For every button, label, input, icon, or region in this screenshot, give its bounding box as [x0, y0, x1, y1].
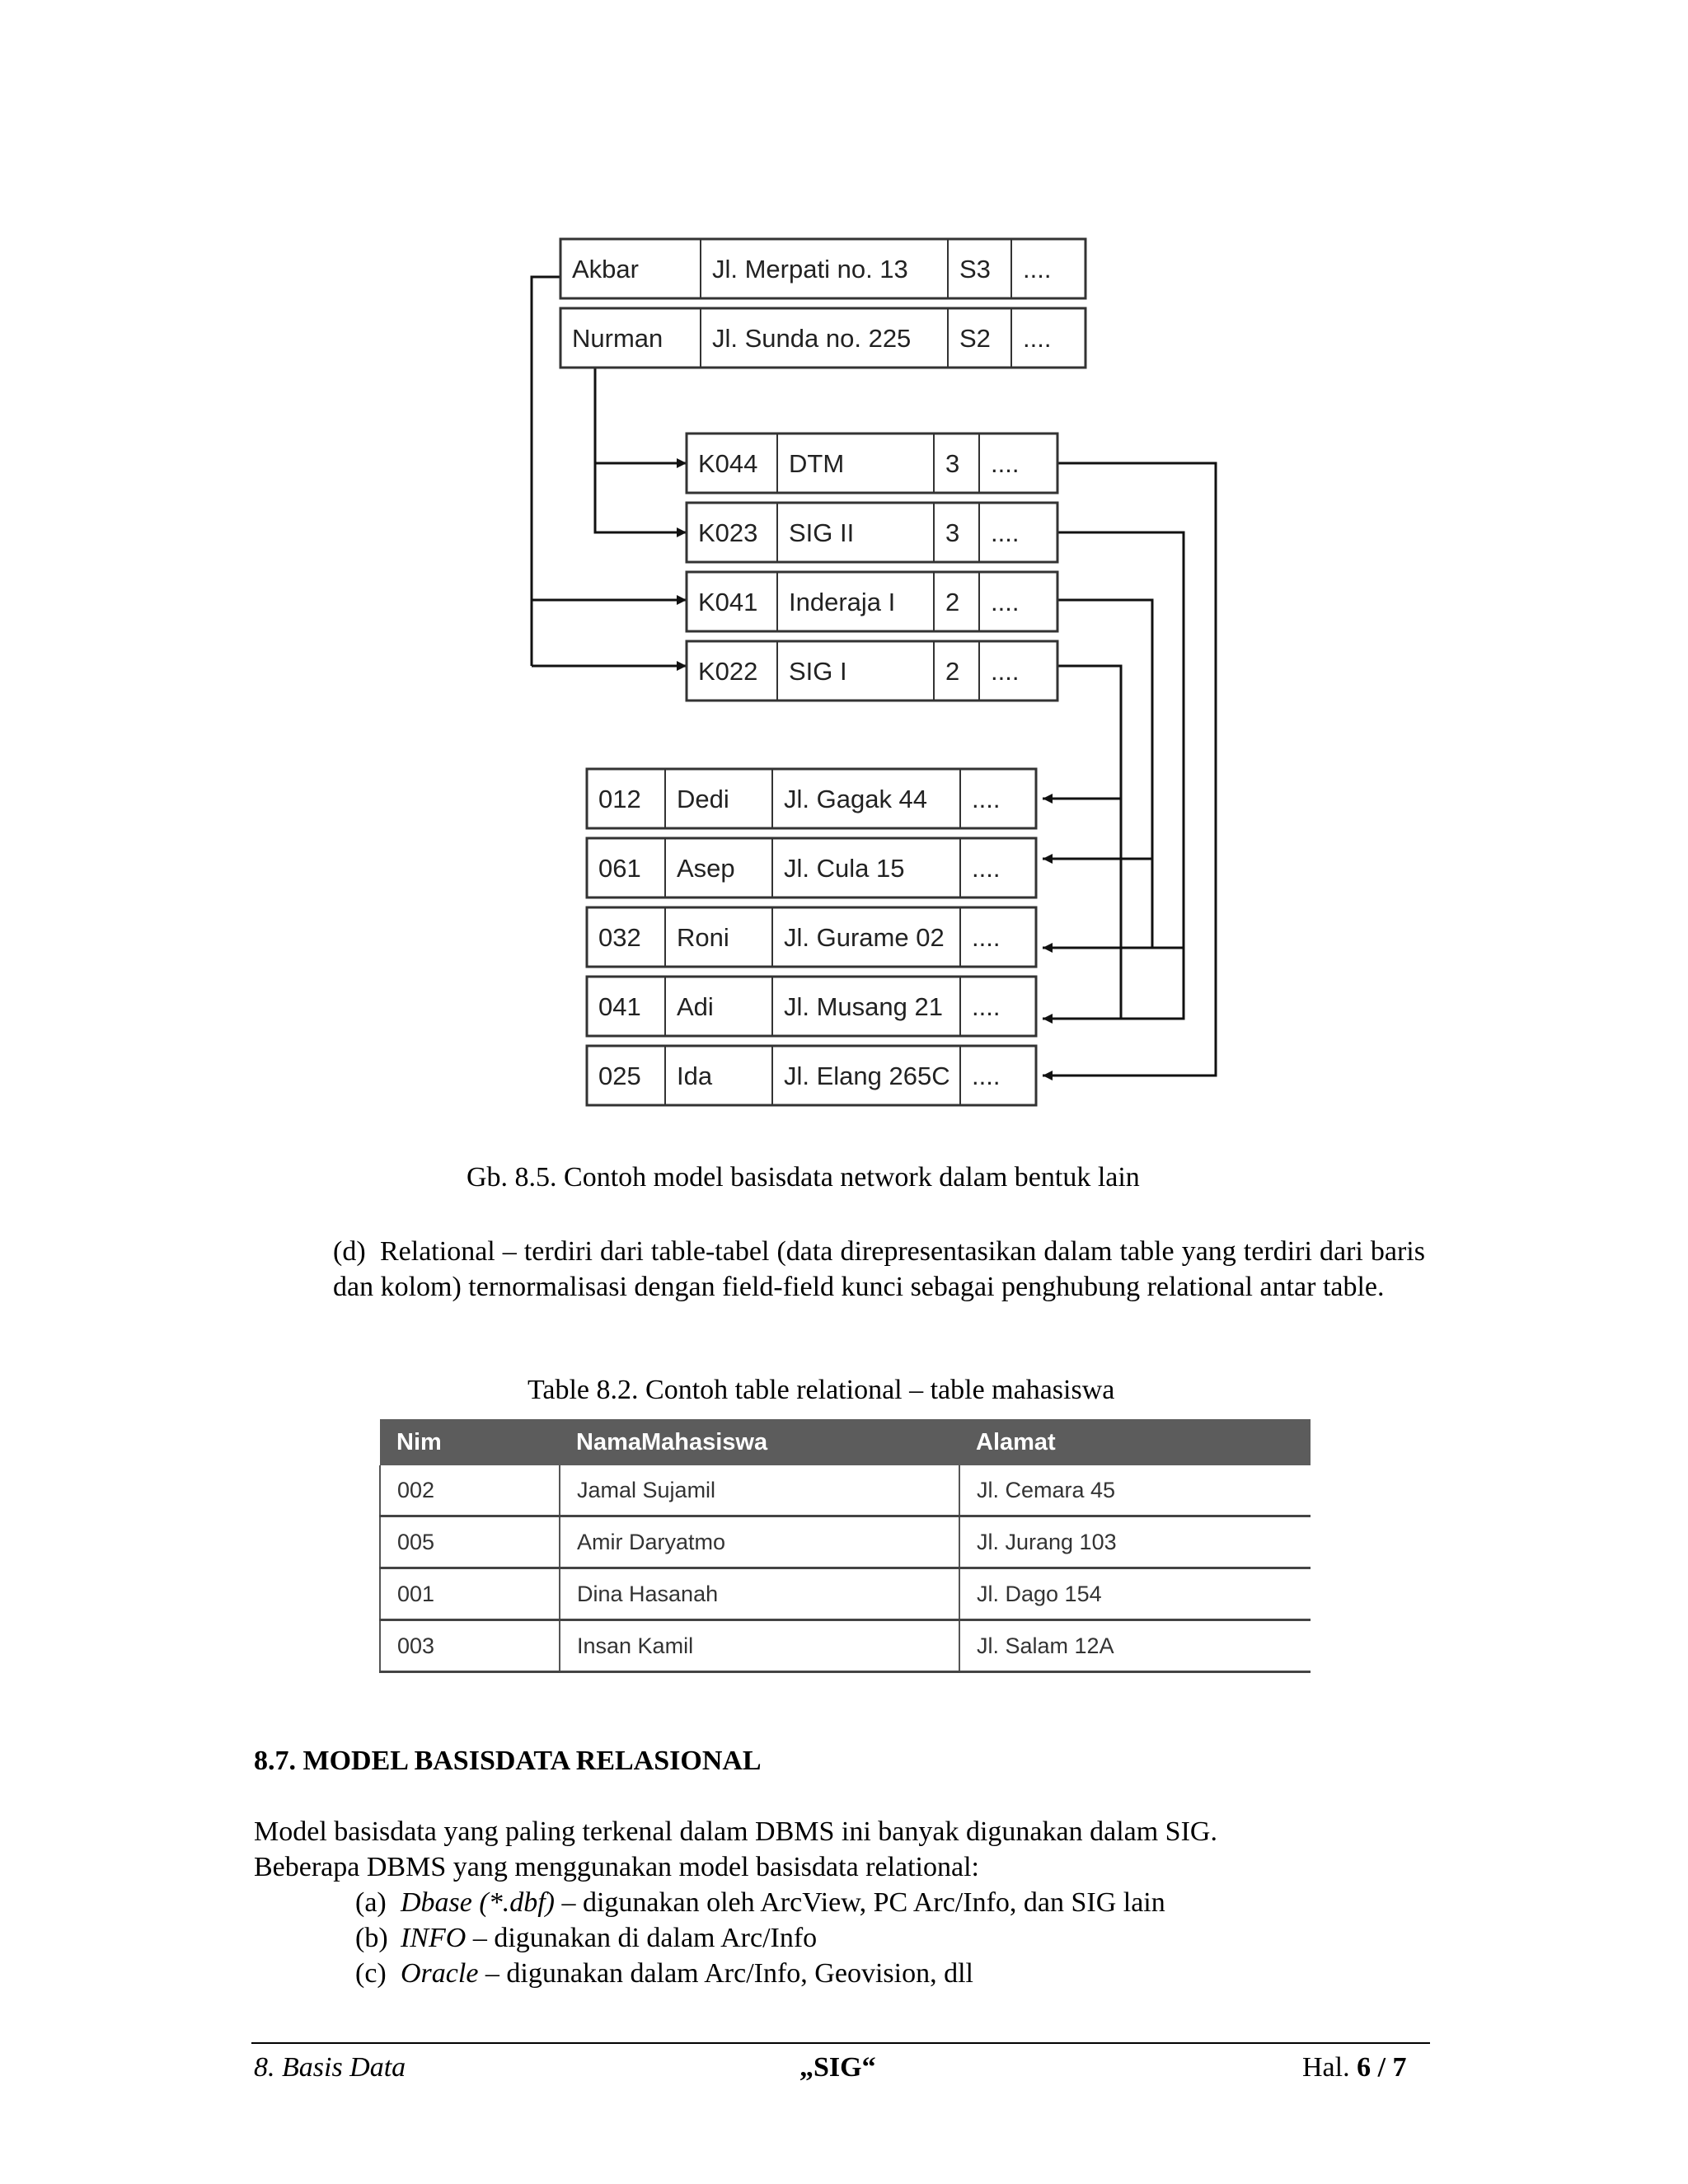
footer-left: 8. Basis Data — [254, 2052, 406, 2083]
student-row-id: 025 — [598, 1062, 641, 1090]
list-term: Oracle — [401, 1958, 479, 1989]
course-row-more: .... — [991, 449, 1020, 478]
student-row-address: Jl. Musang 21 — [784, 992, 943, 1021]
course-row-credits: 3 — [945, 449, 960, 478]
header-nim: Nim — [380, 1419, 560, 1465]
course-row-name: DTM — [789, 449, 845, 478]
student-row-more: .... — [972, 992, 1001, 1021]
person-row-more: .... — [1023, 324, 1052, 353]
cell-alamat: Jl. Salam 12A — [959, 1620, 1311, 1672]
course-row-code: K023 — [698, 518, 758, 547]
person-row-level: S3 — [959, 255, 991, 284]
student-row-address: Jl. Elang 265C — [784, 1062, 950, 1090]
table-header-row — [380, 1419, 1311, 1465]
course-row-name: SIG I — [789, 657, 847, 686]
person-row-name: Nurman — [572, 324, 663, 353]
table-row — [380, 1620, 1311, 1672]
list-item-oracle — [355, 1958, 973, 1990]
student-row — [587, 769, 1036, 828]
cell-alamat: Jl. Cemara 45 — [959, 1465, 1311, 1516]
course-row — [687, 434, 1057, 493]
cell-nim: 005 — [380, 1516, 560, 1568]
connector-line — [1043, 600, 1152, 948]
course-row — [687, 641, 1057, 701]
connector-line — [595, 463, 687, 532]
student-row-name: Dedi — [677, 785, 729, 813]
student-row-id: 032 — [598, 923, 641, 952]
student-row-name: Asep — [677, 854, 735, 883]
body-line-1: Model basisdata yang paling terkenal dalam DBMS ini banyak digunakan dalam SIG. — [254, 1816, 1217, 1847]
person-row-address: Jl. Merpati no. 13 — [712, 255, 908, 284]
course-row-code: K022 — [698, 657, 758, 686]
connector-line — [1043, 532, 1184, 1019]
table-caption: Table 8.2. Contoh table relational – table mahasiswa — [528, 1375, 1115, 1405]
student-row-more: .... — [972, 785, 1001, 813]
student-row-more: .... — [972, 854, 1001, 883]
course-row-more: .... — [991, 518, 1020, 547]
person-row-address: Jl. Sunda no. 225 — [712, 324, 912, 353]
student-row-id: 012 — [598, 785, 641, 813]
student-row — [587, 838, 1036, 898]
person-row-more: .... — [1023, 255, 1052, 284]
relational-text: Relational – terdiri dari table-tabel (data direpresentasikan dalam table yang terdiri dari baris dan kolom) ternormalisasi dengan field-field kunci sebagai penghubung relational antar table. — [333, 1236, 1425, 1302]
cell-nim: 002 — [380, 1465, 560, 1516]
student-row-more: .... — [972, 1062, 1001, 1090]
list-label: (a) — [355, 1887, 387, 1918]
section-title: 8.7. MODEL BASISDATA RELASIONAL — [254, 1746, 762, 1776]
cell-nim: 003 — [380, 1620, 560, 1672]
list-term: INFO — [401, 1923, 467, 1953]
student-row-name: Adi — [677, 992, 714, 1021]
cell-nim: 001 — [380, 1568, 560, 1620]
footer-center: „SIG“ — [799, 2052, 876, 2083]
body-line-2: Beberapa DBMS yang menggunakan model basisdata relational: — [254, 1852, 979, 1882]
student-row-address: Jl. Cula 15 — [784, 854, 905, 883]
cell-nama: Jamal Sujamil — [560, 1465, 959, 1516]
person-row — [560, 308, 1085, 368]
person-row — [560, 239, 1085, 298]
course-row-code: K041 — [698, 588, 758, 616]
course-row-more: .... — [991, 588, 1020, 616]
list-term: Dbase (*.dbf) — [401, 1887, 555, 1918]
person-row-level: S2 — [959, 324, 991, 353]
footer-right — [1302, 2052, 1407, 2083]
cell-nama: Dina Hasanah — [560, 1568, 959, 1620]
connector-line — [1043, 463, 1216, 1076]
list-item-dbase — [355, 1887, 1165, 1919]
student-row-id: 041 — [598, 992, 641, 1021]
course-row — [687, 503, 1057, 562]
list-item-info — [355, 1923, 817, 1954]
footer-page-prefix: Hal. — [1302, 2052, 1350, 2083]
item-label: (d) — [333, 1236, 366, 1267]
student-row-address: Jl. Gagak 44 — [784, 785, 928, 813]
list-desc: – digunakan di dalam Arc/Info — [466, 1923, 818, 1953]
header-nama: NamaMahasiswa — [560, 1419, 959, 1465]
course-row-name: Inderaja I — [789, 588, 896, 616]
cell-alamat: Jl. Dago 154 — [959, 1568, 1311, 1620]
course-row-credits: 3 — [945, 518, 960, 547]
connector-line — [595, 367, 687, 463]
table-row — [380, 1465, 1311, 1516]
list-desc: – digunakan oleh ArcView, PC Arc/Info, dan SIG lain — [554, 1887, 1165, 1918]
student-row-id: 061 — [598, 854, 641, 883]
header-alamat: Alamat — [959, 1419, 1311, 1465]
person-row-name: Akbar — [572, 255, 639, 284]
mahasiswa-table — [379, 1419, 1311, 1673]
student-row-name: Roni — [677, 923, 729, 952]
course-row-more: .... — [991, 657, 1020, 686]
table-row — [380, 1516, 1311, 1568]
course-row-credits: 2 — [945, 657, 960, 686]
student-row-address: Jl. Gurame 02 — [784, 923, 945, 952]
student-row — [587, 977, 1036, 1036]
footer-rule — [251, 2042, 1430, 2044]
list-desc: – digunakan dalam Arc/Info, Geovision, dll — [478, 1958, 973, 1989]
footer-page-number: 6 / 7 — [1357, 2052, 1407, 2083]
list-label: (b) — [355, 1923, 388, 1953]
student-row-name: Ida — [677, 1062, 713, 1090]
student-row — [587, 907, 1036, 967]
course-row-name: SIG II — [789, 518, 855, 547]
figure-caption: Gb. 8.5. Contoh model basisdata network dalam bentuk lain — [467, 1162, 1140, 1193]
course-row-code: K044 — [698, 449, 758, 478]
student-row — [587, 1046, 1036, 1105]
relational-paragraph — [333, 1234, 1425, 1305]
cell-nama: Amir Daryatmo — [560, 1516, 959, 1568]
course-row — [687, 572, 1057, 631]
student-row-more: .... — [972, 923, 1001, 952]
cell-nama: Insan Kamil — [560, 1620, 959, 1672]
course-row-credits: 2 — [945, 588, 960, 616]
list-label: (c) — [355, 1958, 387, 1989]
cell-alamat: Jl. Jurang 103 — [959, 1516, 1311, 1568]
table-row — [380, 1568, 1311, 1620]
